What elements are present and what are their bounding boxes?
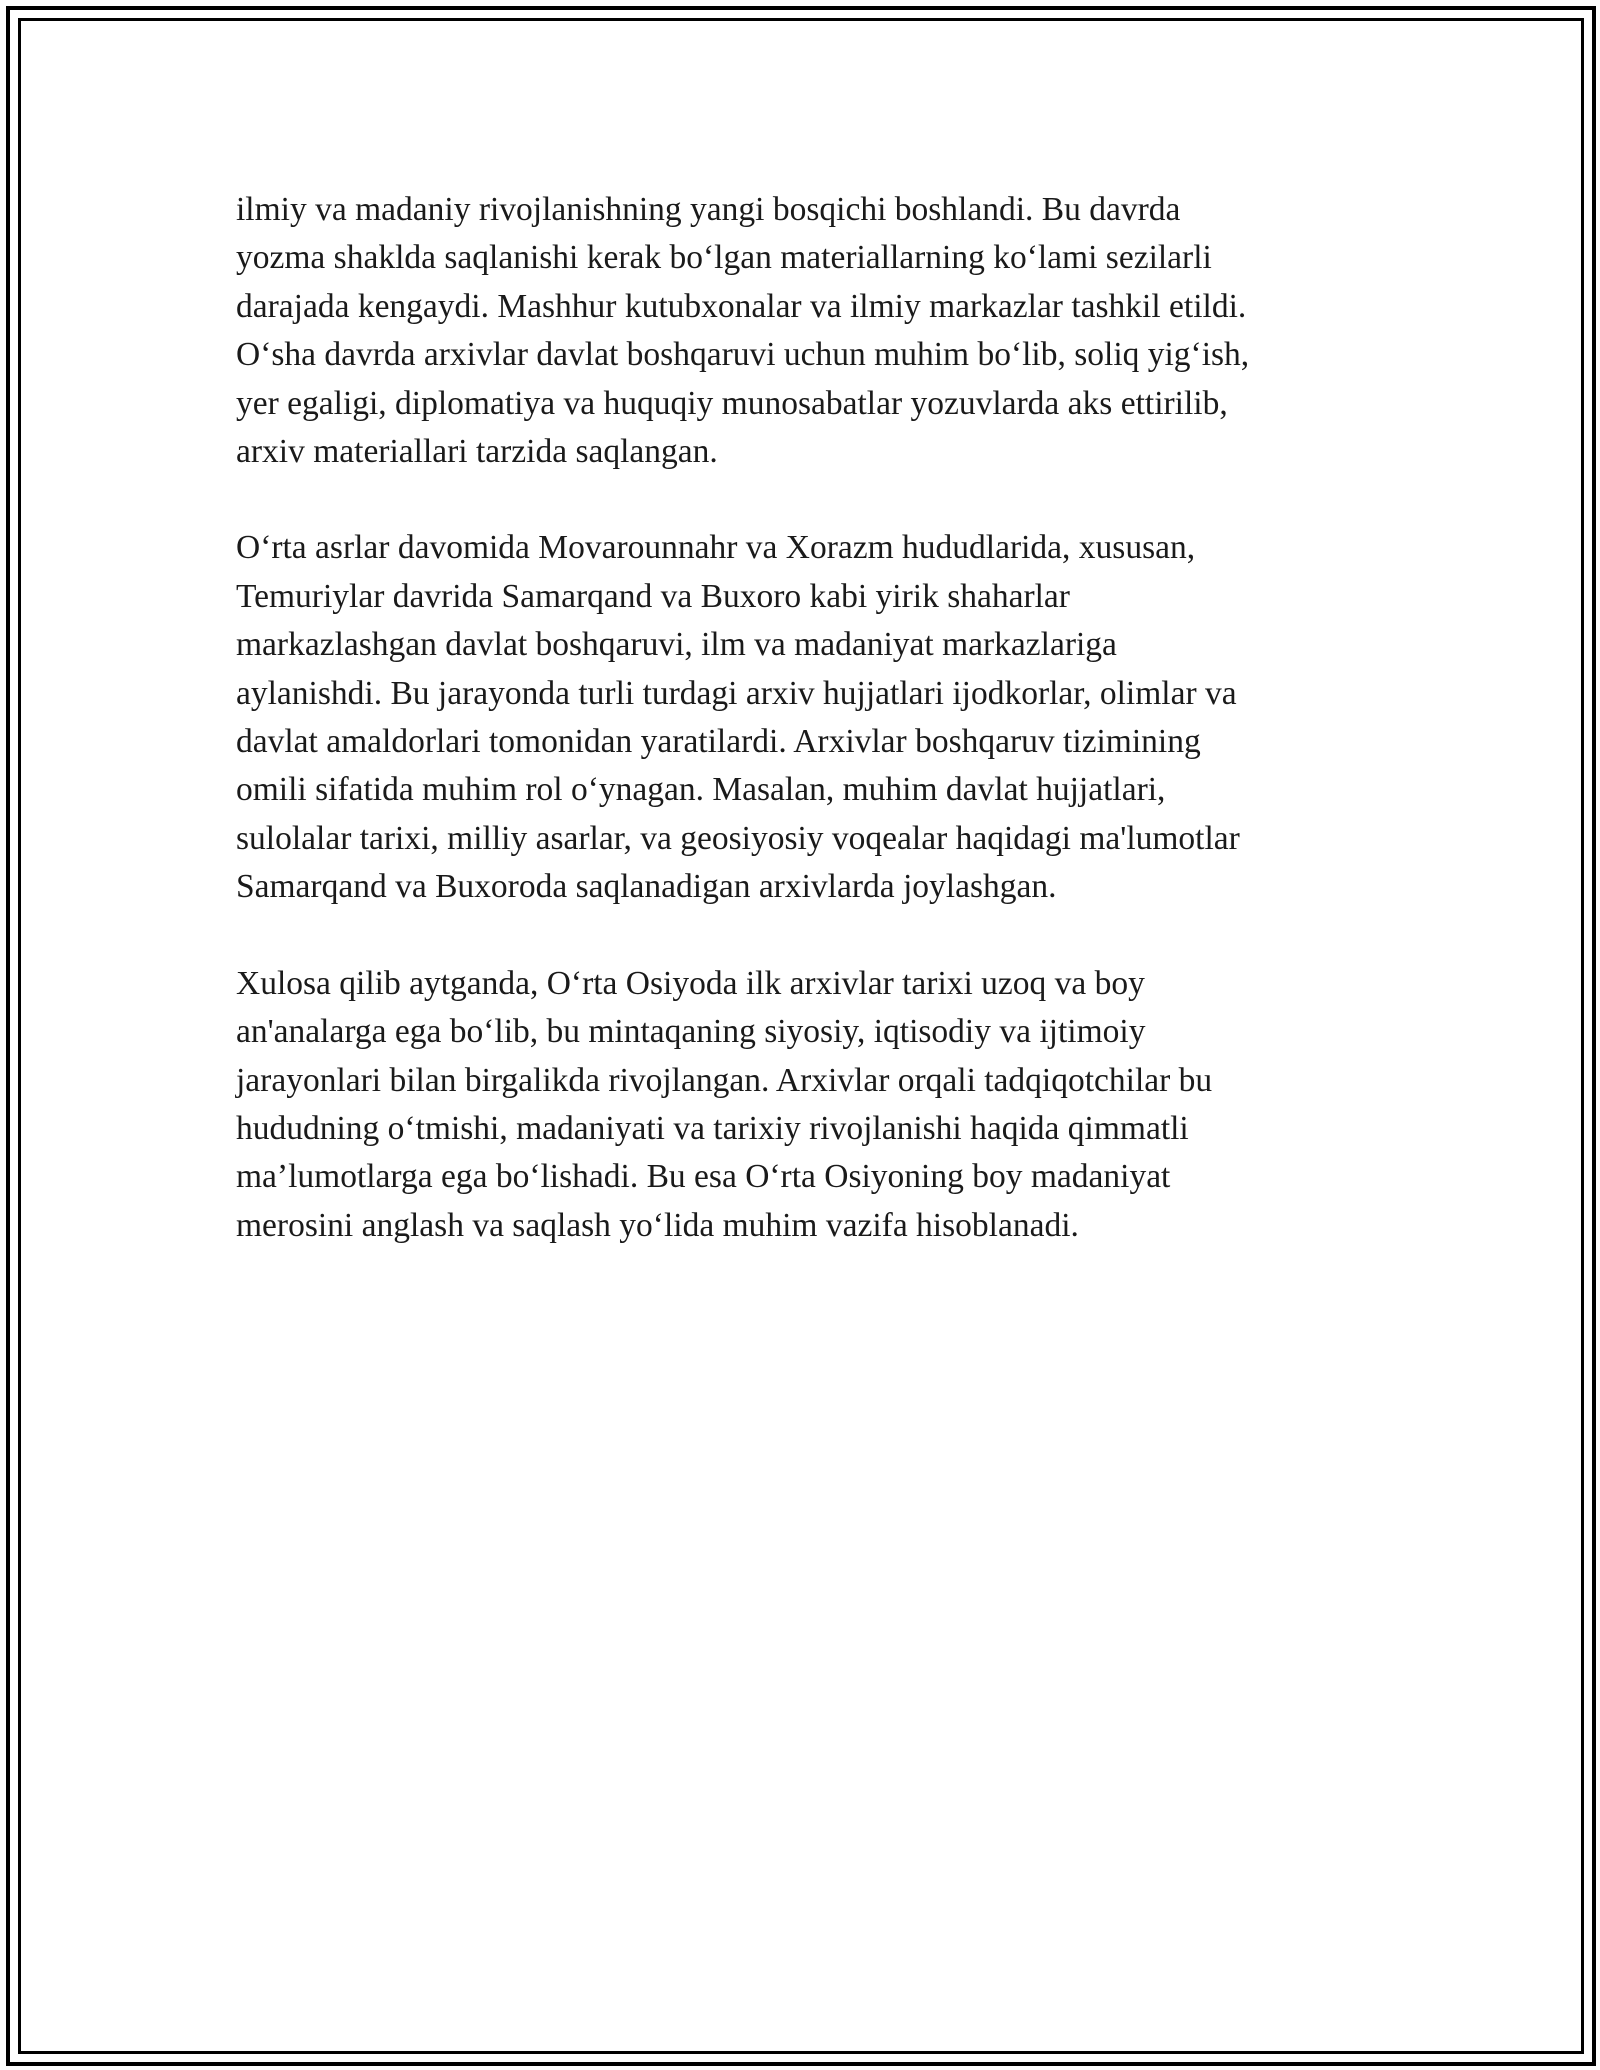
- paragraph-3: [236, 960, 1366, 1250]
- paragraph-1: [236, 186, 1366, 476]
- text-line: omili sifatida muhim rol oʻynagan. Masalan, muhim davlat hujjatlari,: [236, 771, 1166, 809]
- document-body: [236, 186, 1366, 1298]
- text-line: Xulosa qilib aytganda, Oʻrta Osiyoda ilk arxivlar tarixi uzoq va boy: [236, 964, 1145, 1002]
- text-line: Oʻsha davrda arxivlar davlat boshqaruvi uchun muhim boʻlib, soliq yigʻish,: [236, 336, 1250, 374]
- text-line: Samarqand va Buxoroda saqlanadigan arxivlarda joylashgan.: [236, 868, 1057, 906]
- text-line: hududning oʻtmishi, madaniyati va tarixiy rivojlanishi haqida qimmatli: [236, 1109, 1189, 1147]
- text-line: yer egaligi, diplomatiya va huquqiy munosabatlar yozuvlarda aks ettirilib,: [236, 384, 1228, 422]
- text-line: davlat amaldorlari tomonidan yaratilardi. Arxivlar boshqaruv tizimining: [236, 723, 1201, 761]
- text-line: arxiv materiallari tarzida saqlangan.: [236, 433, 718, 471]
- text-line: Temuriylar davrida Samarqand va Buxoro kabi yirik shaharlar: [236, 577, 1070, 615]
- text-line: sulolalar tarixi, milliy asarlar, va geosiyosiy voqealar haqidagi ma'lumotlar: [236, 819, 1240, 857]
- text-line: jarayonlari bilan birgalikda rivojlangan. Arxivlar orqali tadqiqotchilar bu: [236, 1061, 1213, 1099]
- paragraph-2: [236, 524, 1366, 911]
- text-line: Oʻrta asrlar davomida Movarounnahr va Xorazm hududlarida, xususan,: [236, 529, 1196, 567]
- text-line: ilmiy va madaniy rivojlanishning yangi bosqichi boshlandi. Bu davrda: [236, 191, 1181, 228]
- text-line: yozma shaklda saqlanishi kerak boʻlgan materiallarning koʻlami sezilarli: [236, 239, 1212, 277]
- text-line: aylanishdi. Bu jarayonda turli turdagi arxiv hujjatlari ijodkorlar, olimlar va: [236, 674, 1237, 712]
- text-line: ma’lumotlarga ega boʻlishadi. Bu esa Oʻrta Osiyoning boy madaniyat: [236, 1158, 1171, 1196]
- text-line: markazlashgan davlat boshqaruvi, ilm va madaniyat markazlariga: [236, 626, 1117, 664]
- text-line: an'analarga ega boʻlib, bu mintaqaning siyosiy, iqtisodiy va ijtimoiy: [236, 1013, 1146, 1051]
- text-line: merosini anglash va saqlash yoʻlida muhim vazifa hisoblanadi.: [236, 1206, 1079, 1244]
- text-line: darajada kengaydi. Mashhur kutubxonalar va ilmiy markazlar tashkil etildi.: [236, 287, 1247, 325]
